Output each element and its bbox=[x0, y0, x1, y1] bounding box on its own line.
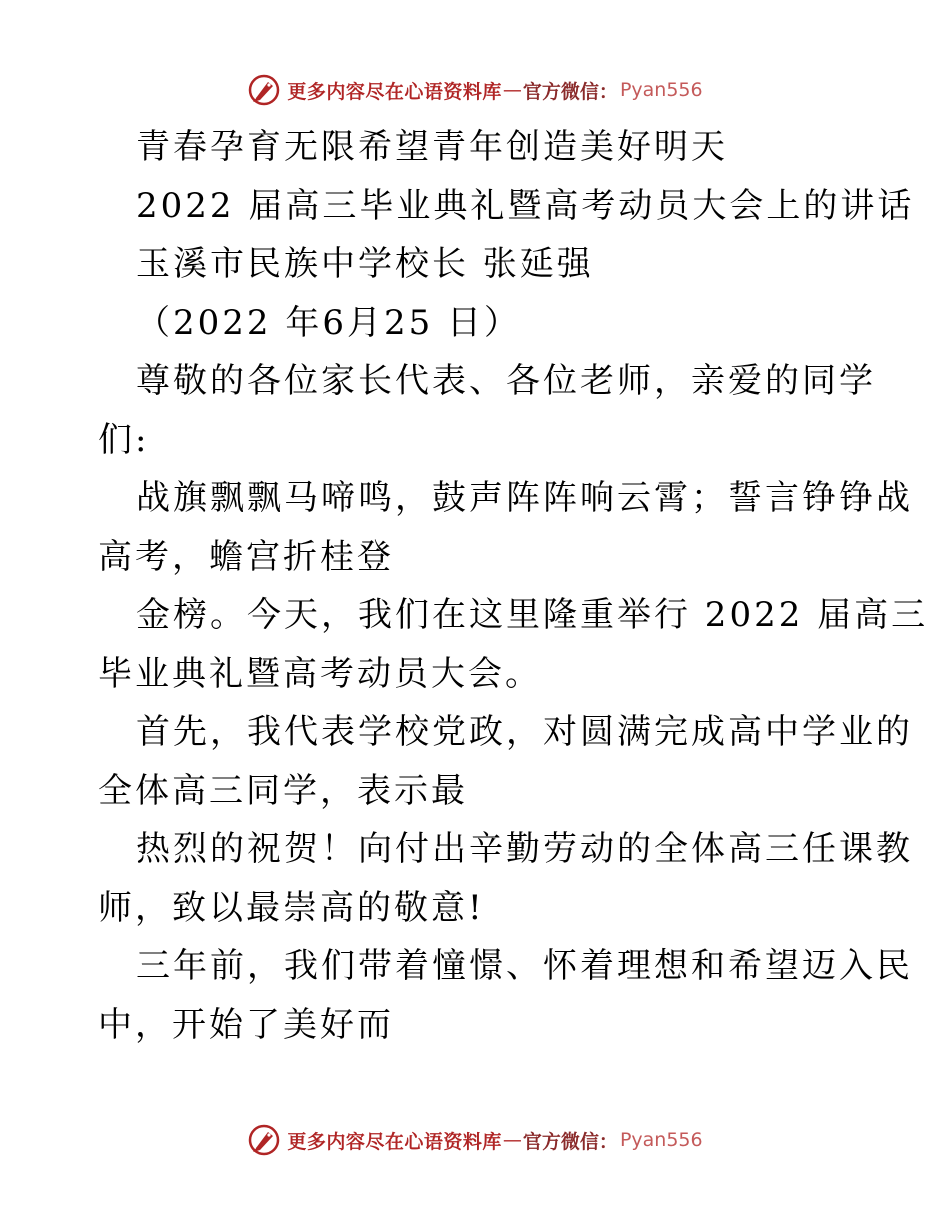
speech-date: （2022 年6月25 日） bbox=[136, 302, 522, 343]
body-line: 尊敬的各位家长代表、各位老师，亲爱的同学 bbox=[136, 361, 876, 401]
banner-wechat-id: Pyan556 bbox=[619, 79, 703, 101]
body-line: 热烈的祝贺！向付出辛勤劳动的全体高三任课教 bbox=[136, 829, 913, 869]
speech-title: 青春孕育无限希望青年创造美好明天 bbox=[136, 127, 728, 167]
banner-separator: — bbox=[502, 79, 522, 101]
pen-nib-logo-icon bbox=[247, 73, 281, 107]
banner-main-text: 更多内容尽在心语资料库 bbox=[287, 80, 502, 103]
document-body bbox=[98, 118, 929, 1054]
body-line: 中，开始了美好而 bbox=[98, 1004, 394, 1045]
body-line: 高考，蟾宫折桂登 bbox=[98, 536, 394, 577]
banner-main-text: 更多内容尽在心语资料库 bbox=[287, 1130, 502, 1153]
body-line: 战旗飘飘马啼鸣，鼓声阵阵响云霄；誓言铮铮战 bbox=[136, 478, 913, 518]
body-line: 们: bbox=[98, 419, 150, 460]
speaker-line: 玉溪市民族中学校长 张延强 bbox=[136, 244, 594, 284]
body-line: 三年前，我们带着憧憬、怀着理想和希望迈入民 bbox=[136, 946, 913, 986]
speech-subtitle: 2022 届高三毕业典礼暨高考动员大会上的讲话 bbox=[136, 185, 915, 226]
body-line: 金榜。今天，我们在这里隆重举行 2022 届高三 bbox=[136, 595, 929, 635]
body-line: 师，致以最崇高的敬意! bbox=[98, 887, 485, 928]
pen-nib-logo-icon bbox=[247, 1123, 281, 1157]
banner-wechat-id: Pyan556 bbox=[619, 1129, 703, 1151]
body-line: 首先，我代表学校党政，对圆满完成高中学业的 bbox=[136, 712, 913, 752]
header-banner bbox=[0, 70, 950, 110]
body-line: 毕业典礼暨高考动员大会。 bbox=[98, 653, 542, 694]
banner-separator: — bbox=[502, 1129, 522, 1151]
body-line: 全体高三同学，表示最 bbox=[98, 770, 468, 811]
banner-wechat-label: 官方微信： bbox=[522, 80, 618, 103]
banner-wechat-label: 官方微信： bbox=[522, 1130, 618, 1153]
footer-banner bbox=[0, 1120, 950, 1160]
